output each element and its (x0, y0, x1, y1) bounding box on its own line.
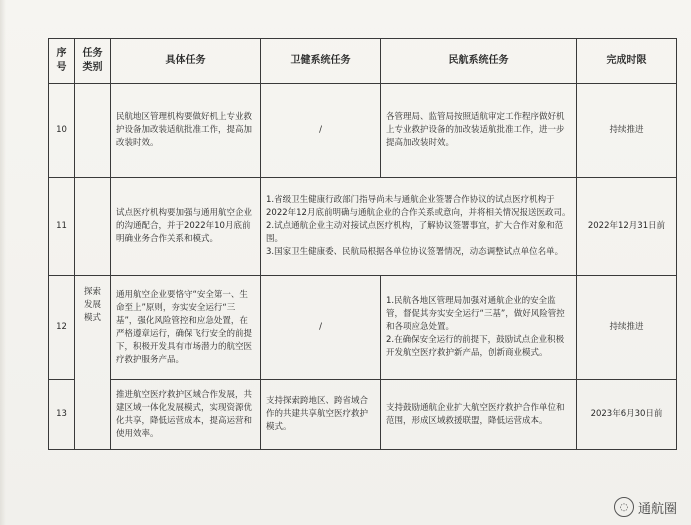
row-number: 11 (49, 178, 75, 276)
aviation-cell: 支持鼓励通航企业扩大航空医疗救护合作单位和范围，形成区域救援联盟，降低运营成本。 (381, 380, 577, 450)
health-cell: 支持探索跨地区、跨省域合作的共建共享航空医疗救护模式。 (261, 380, 381, 450)
table-row (49, 84, 677, 178)
aviation-cell: 1.民航各地区管理局加强对通航企业的安全监管，督促其夯实安全运行“三基”，做好风险管控和各项应急处置。 2.在确保安全运行的前提下，鼓励试点企业积极开发航空医疗救护新产品，创新商业模式。 (381, 276, 577, 380)
category-cell-empty (75, 84, 111, 178)
row-number: 13 (49, 380, 75, 450)
table-row (49, 178, 677, 276)
header-deadline: 完成时限 (577, 39, 677, 84)
table-row (49, 276, 677, 380)
table-row (49, 380, 677, 450)
row-number: 12 (49, 276, 75, 380)
header-aviation: 民航系统任务 (381, 39, 577, 84)
deadline-cell: 2023年6月30日前 (577, 380, 677, 450)
task-cell: 试点医疗机构要加强与通用航空企业的沟通配合，并于2022年10月底前明确业务合作关系和模式。 (111, 178, 261, 276)
header-category: 任务 类别 (75, 39, 111, 84)
header-no: 序 号 (49, 39, 75, 84)
row-number: 10 (49, 84, 75, 178)
task-cell: 通用航空企业要恪守“安全第一、生命至上”原则，夯实安全运行“三基”，强化风险管控和应急处置，在严格遵章运行，确保飞行安全的前提下，积极开发具有市场潜力的航空医疗救护服务产品。 (111, 276, 261, 380)
deadline-cell: 持续推进 (577, 84, 677, 178)
watermark (614, 497, 677, 517)
header-health: 卫健系统任务 (261, 39, 381, 84)
merged-task-cell: 1.省级卫生健康行政部门指导尚未与通航企业签署合作协议的试点医疗机构于2022年12月底前明确与通航企业的合作关系或意向，并将相关情况报送医政司。 2.试点通航企业主动对接试点医疗机构，了解协议签署事宜，扩大合作对象和范围。 3.国家卫生健康委、民航局根据各单位协议签署情况，动态调整试点单位名单。 (261, 178, 577, 276)
category-cell: 探索 发展 模式 (75, 276, 111, 450)
table-header-row (49, 39, 677, 84)
header-task: 具体任务 (111, 39, 261, 84)
scan-edge (0, 0, 6, 525)
health-cell: / (261, 276, 381, 380)
health-cell: / (261, 84, 381, 178)
deadline-cell: 持续推进 (577, 276, 677, 380)
category-cell-empty (75, 178, 111, 276)
deadline-cell: 2022年12月31日前 (577, 178, 677, 276)
task-cell: 推进航空医疗救护区域合作发展，共建区域一体化发展模式，实现资源优化共享，降低运营成本，提高运营和使用效率。 (111, 380, 261, 450)
task-cell: 民航地区管理机构要做好机上专业救护设备加改装适航批准工作，提高加改装时效。 (111, 84, 261, 178)
watermark-text: 通航圈 (637, 501, 677, 517)
wechat-circle-icon: ◌ (614, 497, 634, 517)
aviation-cell: 各管理局、监管局按照适航审定工作程序做好机上专业救护设备的加改装适航批准工作，进一步提高加改装时效。 (381, 84, 577, 178)
task-table (48, 38, 677, 450)
